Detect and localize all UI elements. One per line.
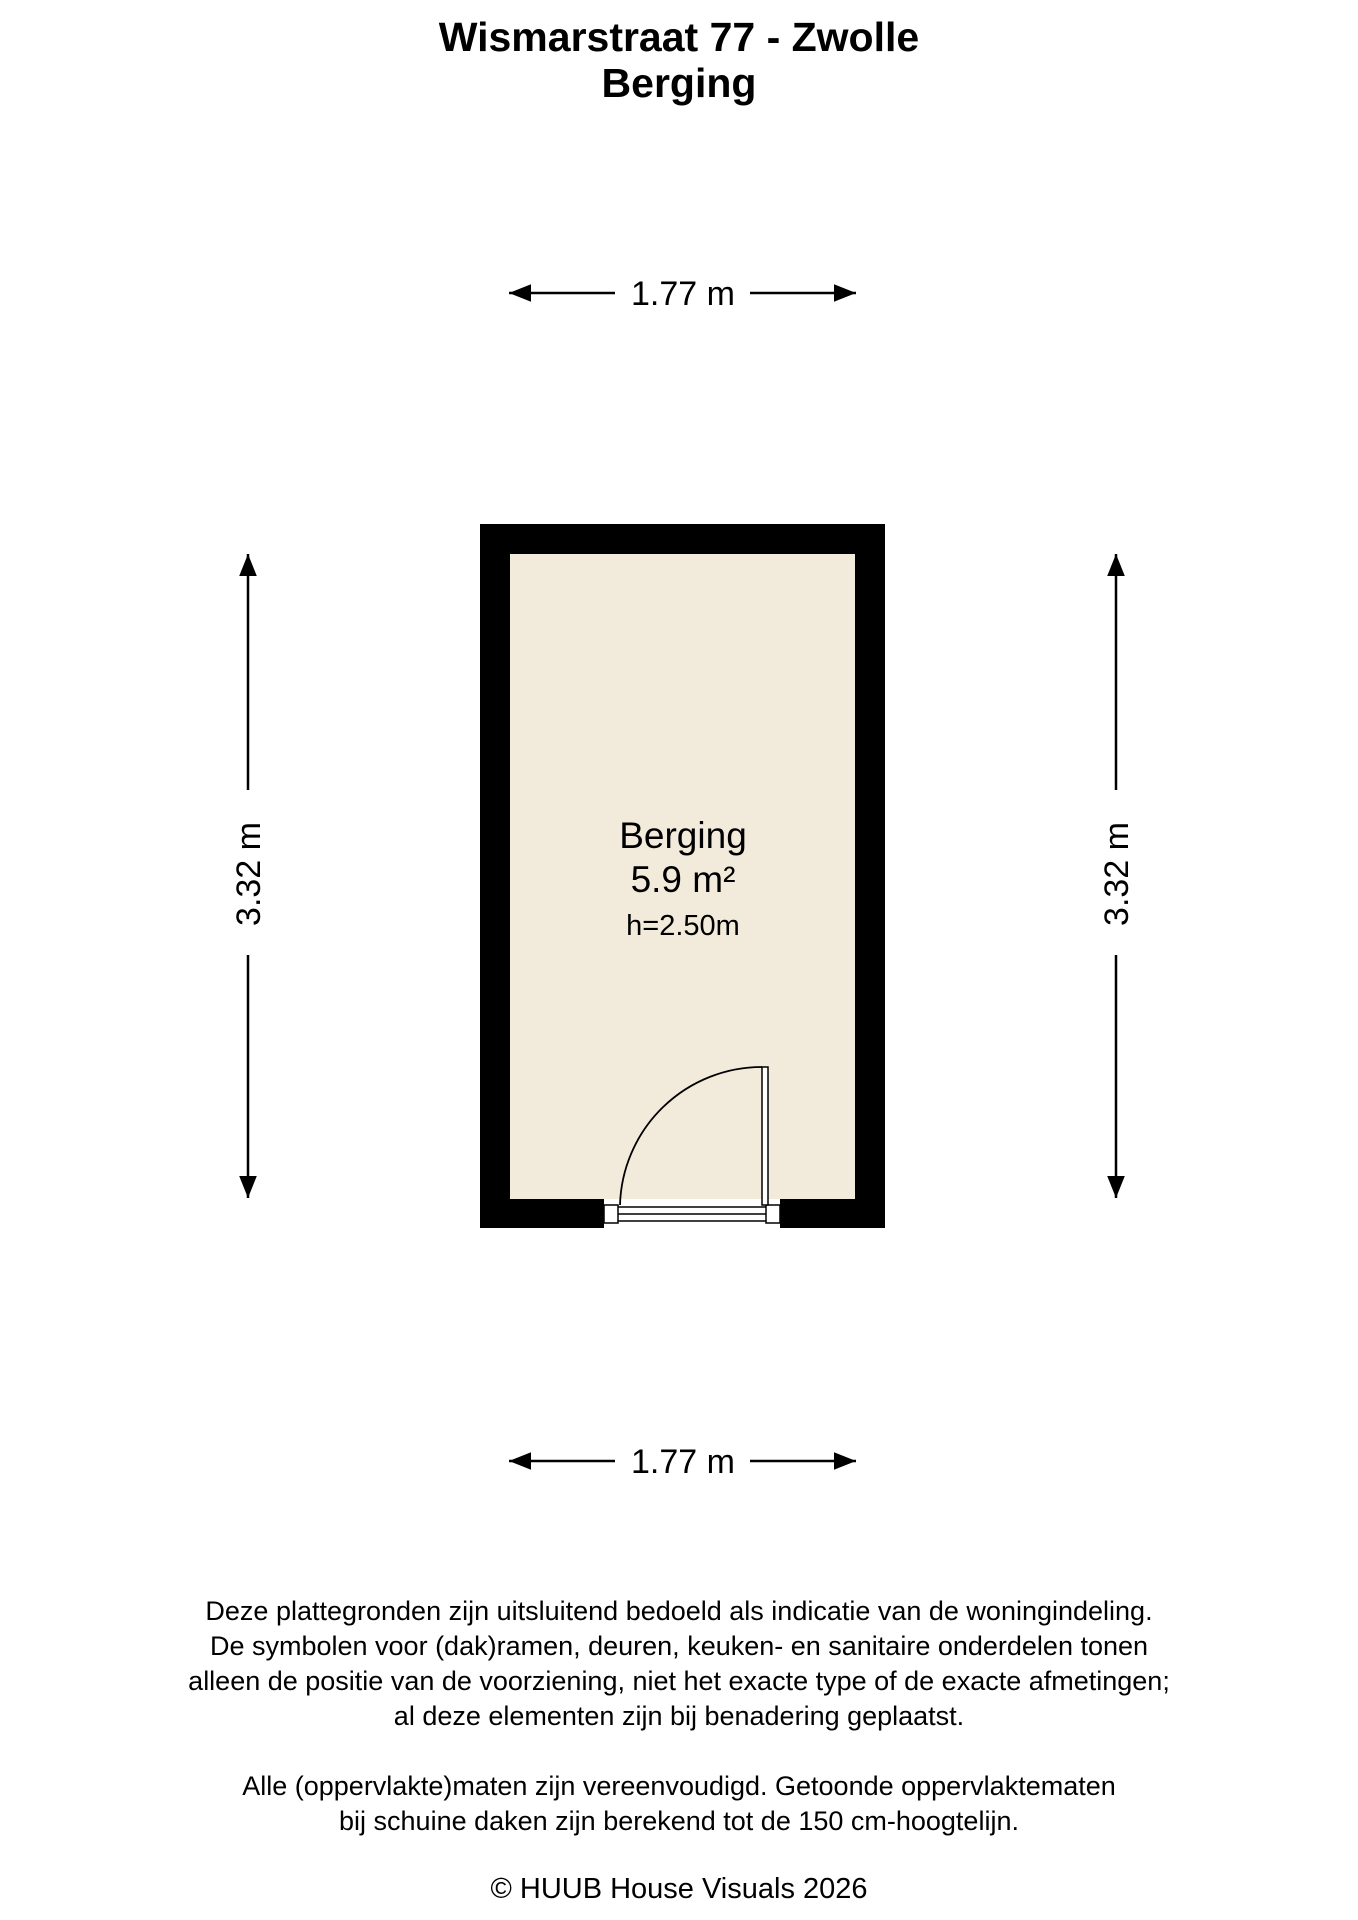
room-area: 5.9 m²: [630, 859, 736, 900]
copyright: © HUUB House Visuals 2026: [490, 1873, 868, 1905]
disclaimer-spacer: [0, 1734, 1358, 1769]
dimension-bottom-label: 1.77 m: [631, 1443, 735, 1481]
dimension-bottom: [509, 1443, 856, 1481]
door-jamb-right: [766, 1205, 780, 1223]
disclaimer-line: bij schuine daken zijn berekend tot de 150 cm-hoogtelijn.: [339, 1806, 1019, 1836]
disclaimer-line: De symbolen voor (dak)ramen, deuren, keuken- en sanitaire onderdelen tonen: [209, 1631, 1149, 1661]
disclaimer: [0, 1594, 1358, 1839]
dimension-left: [230, 554, 268, 1198]
dimension-top: [509, 275, 856, 313]
floor-title: Berging: [601, 60, 757, 106]
room-height: h=2.50m: [626, 910, 740, 942]
disclaimer-line: alleen de positie van de voorziening, niet het exacte type of de exacte afmetingen;: [188, 1666, 1170, 1696]
disclaimer-line: Alle (oppervlakte)maten zijn vereenvoudigd. Getoonde oppervlaktematen: [242, 1771, 1116, 1801]
door-jamb-left: [604, 1205, 618, 1223]
page-title: Wismarstraat 77 - Zwolle: [438, 14, 920, 60]
dimension-top-label: 1.77 m: [631, 275, 735, 313]
dimension-left-label: 3.32 m: [230, 822, 268, 926]
dimension-right-label: 3.32 m: [1098, 822, 1136, 926]
room-name: Berging: [619, 815, 747, 856]
dimension-right: [1098, 554, 1136, 1198]
door-leaf-panel: [762, 1067, 768, 1205]
disclaimer-line: Deze plattegronden zijn uitsluitend bedoeld als indicatie van de woningindeling.: [205, 1596, 1153, 1626]
disclaimer-line: al deze elementen zijn bij benadering geplaatst.: [393, 1701, 965, 1731]
